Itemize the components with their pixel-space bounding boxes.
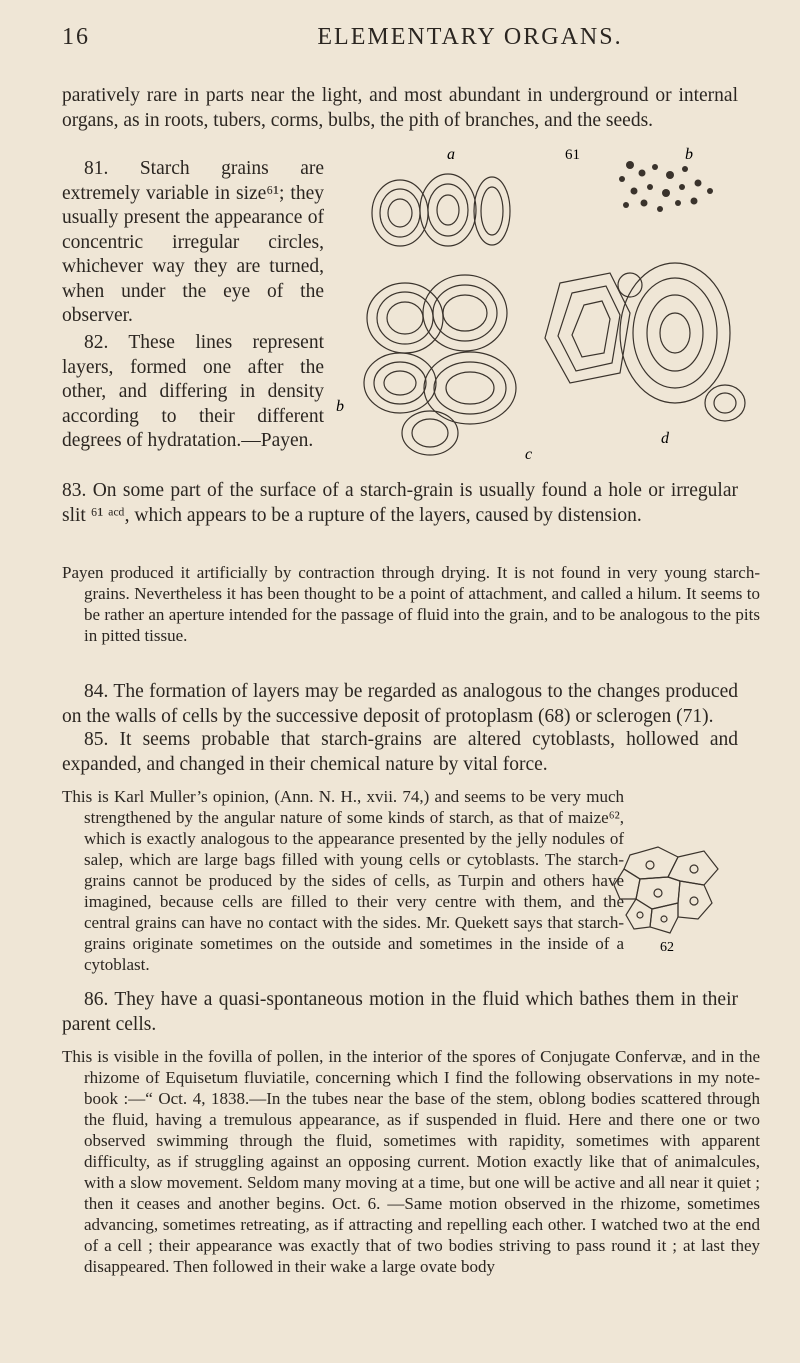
figure-61-starch-grains [330, 143, 750, 479]
page-number: 16 [62, 24, 90, 50]
fig61-grains-b-small [619, 161, 713, 212]
fig61-grains-d [545, 263, 745, 421]
fig61-label-a: a [447, 146, 455, 163]
paragraph-83: 83. On some part of the surface of a starch-grain is usually found a hole or irregular slit ⁶¹ ᵃᶜᵈ, which appears to be a rupture of the layers, caused by distension. [62, 480, 738, 526]
running-header [62, 24, 738, 54]
fig62-number: 62 [660, 940, 674, 955]
note-fovilla: This is visible in the fovilla of pollen, in the interior of the spores of Conjugate Confervæ, and in the rhizome of Equisetum fluviatile, concerning which I find the following observations in my note-book :—“ Oct. 4, 1838.—In the tubes near the base of the stem, oblong bodies scattered through the fluid, having a tremulous appearance, as if suspended in fluid. Here and there one or two observed swimming through the fluid, sometimes with rapidity, sometimes with apparent difficulty, as if struggling against an opposing current. Motion exactly like that of animalcules, with a slow movement. Seldom many moving at a time, but one will be active and all near it quiet ; then it ceases and another begins. Oct. 6. —Same motion observed in the rhizome, sometimes advancing, sometimes retreating, as if attracting and repelling each other. I watched two at the end of a cell ; their appearance was exactly that of two bodies striving to pass round it ; at last they disappeared. Then followed in their wake a large ovate body [62, 1047, 760, 1276]
paragraph-82: 82. These lines represent layers, formed one after the other, and differing in density according to their different degrees of hydratation.—Payen. [62, 332, 324, 451]
fig61-label-c: c [525, 446, 533, 463]
fig61-grains-c [364, 275, 516, 455]
fig61-label-b-side: b [336, 398, 344, 415]
paragraph-81: 81. Starch grains are extremely variable in size⁶¹; they usually present the appearance of concentric irregular circles, whichever way they are turned, when under the eye of the observer. [62, 158, 324, 326]
note-payen: Payen produced it artificially by contraction through drying. It is not found in very young starch-grains. Nevertheless it has been thought to be a point of attachment, and called a hilum. It seems to be rather an aperture intended for the passage of fluid into the grain, and to be analogous to the pits in pitted tissue. [62, 563, 760, 645]
paragraph-84: 84. The formation of layers may be regarded as analogous to the changes produced on the walls of cells by the successive deposit of protoplasm (68) or sclerogen (71). [62, 681, 738, 727]
fig61-number: 61 [565, 147, 580, 163]
fig61-label-b-top: b [685, 146, 693, 163]
fig61-label-d: d [661, 430, 669, 447]
note-muller: This is Karl Muller’s opinion, (Ann. N. H., xvii. 74,) and seems to be very much strengthened by the angular nature of some kinds of starch, as that of maize⁶², which is exactly analogous to the appearance presented by the jelly nodules of salep, which are large bags filled with young cells or cytoblasts. The starch-grains cannot be produced by the sides of cells, as Turpin and others have imagined, because cells are filled to their very centre with them, and the central grains can have no contact with the sides. Mr. Quekett says that starch-grains originate sometimes on the outside and sometimes in the inside of a cytoblast. [62, 787, 624, 974]
paragraph-intro: paratively rare in parts near the light, and most abundant in underground or internal organs, as in roots, tubers, corms, bulbs, the pith of branches, and the seeds. [62, 85, 738, 131]
figure-62-maize-starch [608, 837, 726, 957]
paragraph-86: 86. They have a quasi-spontaneous motion in the fluid which bathes them in their parent cells. [62, 989, 738, 1035]
paragraph-85: 85. It seems probable that starch-grains are altered cytoblasts, hollowed and expanded, and changed in their chemical nature by vital force. [62, 729, 738, 775]
fig61-grains-a [372, 174, 510, 246]
running-title: ELEMENTARY ORGANS. [317, 24, 623, 50]
